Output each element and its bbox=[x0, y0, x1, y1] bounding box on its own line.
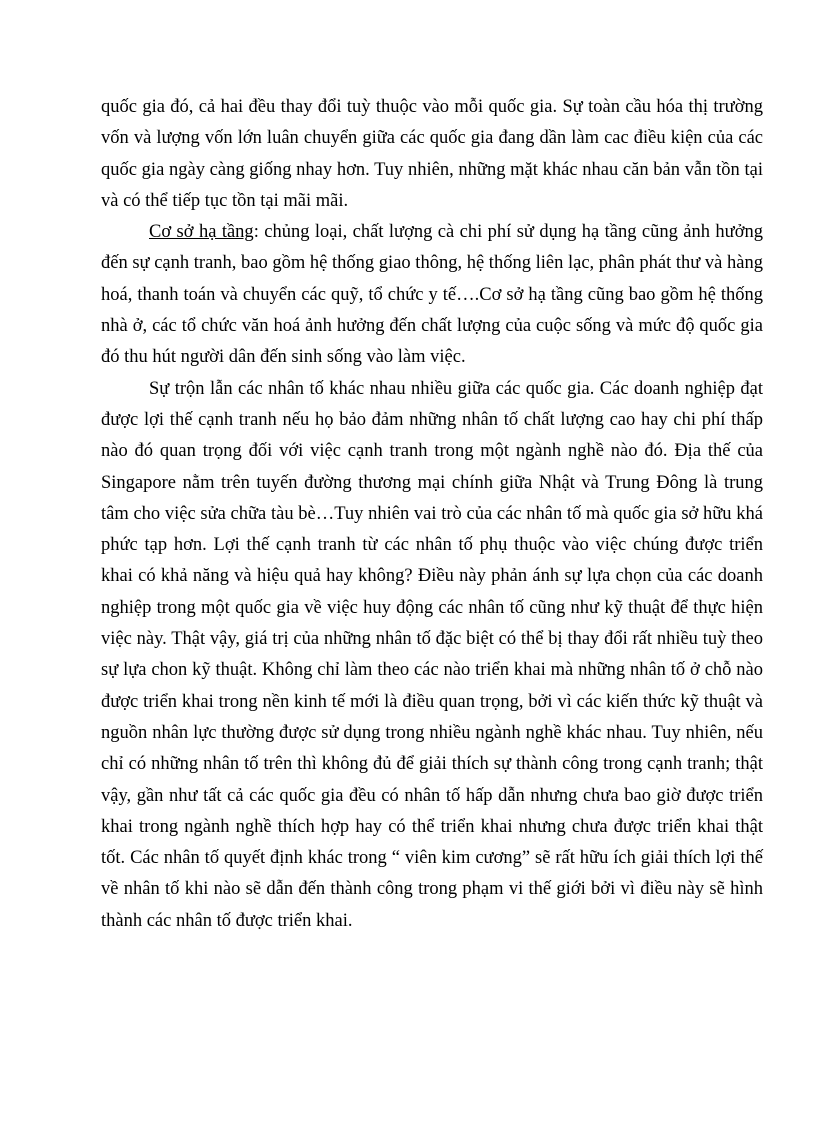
paragraph-infrastructure bbox=[101, 217, 763, 373]
infrastructure-term: Cơ sở hạ tầng bbox=[149, 222, 254, 243]
paragraph-continuation: quốc gia đó, cả hai đều thay đổi tuỳ thuộc vào mỗi quốc gia. Sự toàn cầu hóa thị trường vốn và lượng vốn lớn luân chuyển giữa các quốc gia đang dần làm cac điều kiện của các quốc gia ngày càng giống nhay hơn. Tuy nhiên, những mặt khác nhau căn bản vẫn tồn tại và có thể tiếp tục tồn tại mãi mãi. bbox=[101, 97, 763, 211]
paragraph-factor-mix: Sự trộn lẫn các nhân tố khác nhau nhiều giữa các quốc gia. Các doanh nghiệp đạt được lợi thế cạnh tranh nếu họ bảo đảm những nhân tố chất lượng cao hay chi phí thấp nào đó quan trọng đối với việc cạnh tranh trong một ngành nghề nào đó. Địa thế của Singapore nằm trên tuyến đường thương mại chính giữa Nhật và Trung Đông là trung tâm cho việc sửa chữa tàu bè…Tuy nhiên vai trò của các nhân tố mà quốc gia sở hữu khá phức tạp hơn. Lợi thế cạnh tranh từ các nhân tố phụ thuộc vào việc chúng được triển khai có khả năng và hiệu quả hay không? Điều này phản ánh sự lựa chọn của các doanh nghiệp trong một quốc gia về việc huy động các nhân tố cũng như kỹ thuật để thực hiện việc này. Thật vậy, giá trị của những nhân tố đặc biệt có thể bị thay đổi rất nhiều tuỳ theo sự lựa chon kỹ thuật. Không chỉ làm theo các nào triển khai mà những nhân tố ở chỗ nào được triển khai trong nền kinh tế mới là điều quan trọng, bởi vì các kiến thức kỹ thuật và nguồn nhân lực thường được sử dụng trong nhiều ngành nghề khác nhau. Tuy nhiên, nếu chỉ có những nhân tố trên thì không đủ để giải thích sự thành công trong cạnh tranh; thật vậy, gần như tất cả các quốc gia đều có nhân tố hấp dẫn nhưng chưa bao giờ được triển khai trong ngành nghề thích hợp hay có thể triển khai nhưng chưa được triển khai thật tốt. Các nhân tố quyết định khác trong “ viên kim cương” sẽ rất hữu ích giải thích lợi thế về nhân tố khi nào sẽ dẫn đến thành công trong phạm vi thế giới bởi vì điều này sẽ hình thành các nhân tố được triển khai. bbox=[101, 378, 763, 931]
infrastructure-body: : chủng loại, chất lượng cà chi phí sử dụng hạ tầng cũng ảnh hưởng đến sự cạnh tranh, bao gồm hệ thống giao thông, hệ thống liên lạc, phân phát thư và hàng hoá, thanh toán và chuyển các quỹ, tổ chức y tế….Cơ sở hạ tầng cũng bao gồm hệ thống nhà ở, các tổ chức văn hoá ảnh hưởng đến chất lượng của cuộc sống và mức độ quốc gia đó thu hút người dân đến sinh sống vào làm việc. bbox=[101, 222, 763, 368]
body-text bbox=[101, 92, 763, 937]
